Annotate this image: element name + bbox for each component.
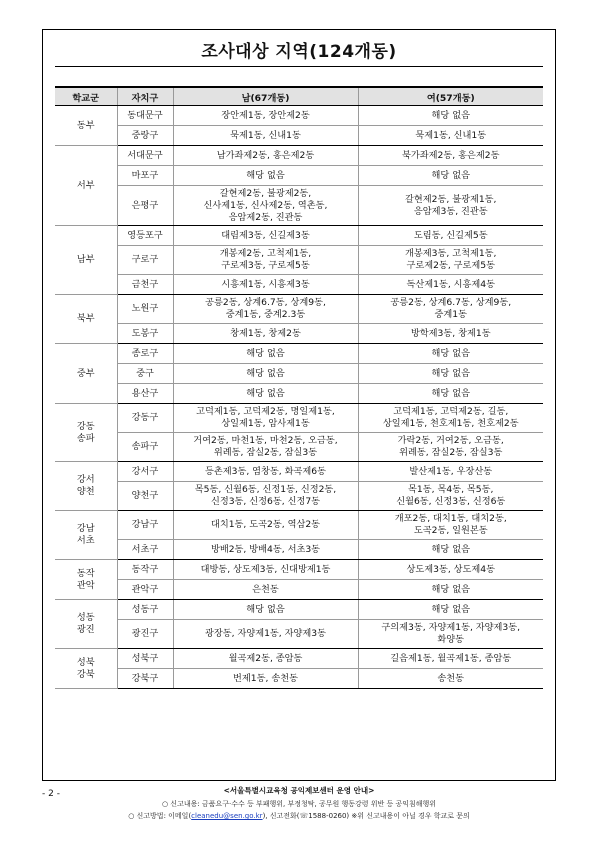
male-areas-cell: [173, 511, 358, 540]
female-areas-cell: [358, 126, 543, 146]
male-area-line: 광장동, 자양제1동, 자양제3동: [205, 628, 326, 639]
male-area-line: 월곡제2동, 종암동: [228, 652, 303, 664]
region-name: 관악: [76, 579, 95, 591]
female-area-line: 방학제3동, 창제1동: [410, 327, 491, 339]
male-area-line: 해당 없음: [246, 603, 285, 615]
region-name: 강서: [76, 474, 95, 485]
region-cell: [55, 295, 117, 344]
district-cell: 서대문구: [117, 146, 173, 166]
table-row: [55, 275, 543, 295]
region-name: 강북: [76, 668, 95, 680]
region-cell: [55, 226, 117, 295]
table-row: [55, 226, 543, 246]
female-areas-cell: [358, 462, 543, 482]
district-cell: 강남구: [117, 511, 173, 540]
table-row: [55, 462, 543, 482]
female-areas-cell: [358, 433, 543, 462]
female-area-line: 응암제3동, 진관동: [413, 205, 488, 217]
region-name: 강동: [76, 420, 95, 432]
female-area-line: 개봉제3동, 고척제1동,: [405, 248, 497, 259]
male-area-line: 신정3동, 신정6동, 신정7동: [210, 496, 321, 507]
male-area-line: 묵제1동, 신내1동: [230, 129, 301, 141]
male-areas-cell: [173, 620, 358, 649]
district-cell: 종로구: [117, 344, 173, 364]
male-areas-cell: [173, 324, 358, 344]
district-cell: 금천구: [117, 275, 173, 295]
female-areas-cell: [358, 600, 543, 620]
male-areas-cell: [173, 649, 358, 669]
male-area-line: 구로제3동, 구로제5동: [221, 260, 310, 271]
header-female: 여(57개동): [358, 87, 543, 106]
male-area-line: 방배2동, 방배4동, 서초3동: [210, 543, 321, 555]
male-areas-cell: [173, 106, 358, 126]
table-row: [55, 600, 543, 620]
female-areas-cell: [358, 580, 543, 600]
district-cell: 구로구: [117, 246, 173, 275]
district-cell: 영등포구: [117, 226, 173, 246]
table-row: [55, 166, 543, 186]
male-area-line: 고덕제1동, 고덕제2동, 명일제1동,: [196, 406, 335, 417]
female-area-line: 해당 없음: [431, 603, 470, 615]
female-area-line: 목1동, 목4동, 목5동,: [408, 484, 494, 495]
region-name: 강남: [76, 523, 95, 534]
survey-area-table: [55, 86, 543, 689]
female-area-line: 해당 없음: [431, 387, 470, 399]
female-areas-cell: [358, 275, 543, 295]
female-areas-cell: [358, 146, 543, 166]
female-areas-cell: [358, 166, 543, 186]
female-area-line: 묵제1동, 신내1동: [415, 129, 487, 141]
female-areas-cell: [358, 324, 543, 344]
female-area-line: 해당 없음: [431, 543, 470, 555]
male-areas-cell: [173, 540, 358, 560]
footer-title: <서울특별시교육청 공익제보센터 운영 안내>: [223, 786, 375, 795]
header-district: 자치구: [117, 87, 173, 106]
male-areas-cell: [173, 295, 358, 324]
female-area-line: 해당 없음: [431, 169, 470, 181]
female-area-line: 갈현제2동, 불광제1동,: [405, 193, 497, 205]
table-row: [55, 324, 543, 344]
table-header-row: [55, 87, 543, 106]
female-areas-cell: [358, 186, 543, 226]
page-frame: [42, 29, 556, 781]
district-cell: 성북구: [117, 649, 173, 669]
region-cell: [55, 106, 117, 146]
table-row: [55, 580, 543, 600]
male-area-line: 해당 없음: [246, 367, 285, 379]
district-cell: 성동구: [117, 600, 173, 620]
female-area-line: 위례동, 잠실2동, 잠실3동: [399, 447, 503, 458]
female-areas-cell: [358, 384, 543, 404]
district-cell: 은평구: [117, 186, 173, 226]
table-row: [55, 186, 543, 226]
male-area-line: 해당 없음: [246, 347, 285, 359]
male-areas-cell: [173, 580, 358, 600]
table-row: [55, 106, 543, 126]
district-cell: 중랑구: [117, 126, 173, 146]
male-areas-cell: [173, 226, 358, 246]
region-name: 양천: [76, 486, 95, 497]
table-row: [55, 295, 543, 324]
region-cell: [55, 462, 117, 511]
male-area-line: 갈현제2동, 불광제2동,: [219, 187, 312, 199]
female-area-line: 도림동, 신길제5동: [413, 229, 488, 241]
female-area-line: 공릉2동, 상계6.7동, 상계9동,: [390, 297, 512, 308]
region-name: 성북: [76, 656, 95, 668]
female-area-line: 해당 없음: [431, 109, 470, 121]
region-name: 송파: [76, 432, 95, 444]
male-area-line: 공릉2동, 상계6.7동, 상계9동,: [205, 297, 326, 308]
table-row: [55, 511, 543, 540]
female-areas-cell: [358, 540, 543, 560]
male-areas-cell: [173, 146, 358, 166]
table-row: [55, 669, 543, 689]
male-area-line: 번제1동, 송천동: [233, 672, 298, 684]
male-area-line: 상일제1동, 암사제1동: [221, 418, 310, 429]
male-area-line: 중계1동, 중계2.3동: [225, 309, 306, 320]
male-area-line: 개봉제2동, 고척제1동,: [219, 248, 312, 259]
female-area-line: 해당 없음: [431, 367, 470, 379]
table-row: [55, 404, 543, 433]
title-divider: [55, 66, 543, 67]
district-cell: 서초구: [117, 540, 173, 560]
male-area-line: 남가좌제2동, 홍은제2동: [216, 149, 315, 161]
female-area-line: 화양동: [437, 634, 465, 645]
female-areas-cell: [358, 344, 543, 364]
male-area-line: 창제1동, 창제2동: [230, 327, 301, 339]
female-areas-cell: [358, 364, 543, 384]
district-cell: 강서구: [117, 462, 173, 482]
male-areas-cell: [173, 560, 358, 580]
female-area-line: 북가좌제2동, 홍은제2동: [402, 149, 500, 161]
footer-email-link[interactable]: cleanedu@sen.go.kr: [191, 812, 263, 820]
female-area-line: 개포2동, 대치1동, 대치2동,: [394, 513, 507, 524]
male-area-line: 대림제3동, 신길제3동: [221, 229, 310, 241]
female-area-line: 길음제1동, 월곡제1동, 종암동: [390, 652, 512, 664]
female-area-line: 구의제3동, 자양제1동, 자양제3동,: [381, 622, 521, 633]
footer-method-prefix: ○ 신고방법: 이메일(: [128, 812, 192, 820]
male-area-line: 장안제1동, 장안제2동: [221, 109, 310, 121]
table-row: [55, 620, 543, 649]
region-cell: [55, 146, 117, 226]
page-number: - 2 -: [42, 789, 60, 799]
male-areas-cell: [173, 384, 358, 404]
female-area-line: 구로제2동, 구로제5동: [406, 260, 496, 271]
male-area-line: 은천동: [252, 583, 279, 595]
male-areas-cell: [173, 186, 358, 226]
male-areas-cell: [173, 482, 358, 511]
male-areas-cell: [173, 404, 358, 433]
table-row: [55, 126, 543, 146]
table-row: [55, 246, 543, 275]
region-name: 동부: [76, 119, 95, 131]
region-cell: [55, 344, 117, 404]
region-cell: [55, 600, 117, 649]
region-name: 서초: [76, 535, 95, 546]
female-area-line: 해당 없음: [431, 583, 470, 595]
male-areas-cell: [173, 462, 358, 482]
male-area-line: 목5동, 신월6동, 신정1동, 신정2동,: [194, 484, 337, 495]
table-row: [55, 344, 543, 364]
male-areas-cell: [173, 600, 358, 620]
district-cell: 송파구: [117, 433, 173, 462]
footer-report-content: ○ 신고내용: 금품요구·수수 등 부패행위, 부정청탁, 공무원 행동강령 위반 등 공익침해행위: [161, 800, 437, 808]
male-areas-cell: [173, 433, 358, 462]
footer-report-method: [42, 811, 556, 821]
female-areas-cell: [358, 669, 543, 689]
region-name: 남부: [76, 254, 95, 265]
region-cell: [55, 649, 117, 689]
district-cell: 동대문구: [117, 106, 173, 126]
table-row: [55, 540, 543, 560]
female-areas-cell: [358, 511, 543, 540]
table-row: [55, 364, 543, 384]
female-areas-cell: [358, 106, 543, 126]
male-areas-cell: [173, 166, 358, 186]
female-areas-cell: [358, 295, 543, 324]
district-cell: 노원구: [117, 295, 173, 324]
table-row: [55, 433, 543, 462]
male-area-line: 응암제2동, 진관동: [228, 211, 303, 223]
district-cell: 양천구: [117, 482, 173, 511]
region-name: 북부: [76, 313, 95, 324]
male-areas-cell: [173, 246, 358, 275]
table-row: [55, 649, 543, 669]
footer-method-suffix: ), 신고전화(☏1588-0260) ※위 신고내용이 아닐 경우 학교로 문의: [262, 812, 470, 820]
female-area-line: 도곡2동, 일원본동: [413, 525, 488, 536]
table-body: [55, 106, 543, 689]
male-area-line: 위례동, 잠실2동, 잠실3동: [213, 447, 318, 458]
district-cell: 중구: [117, 364, 173, 384]
region-cell: [55, 560, 117, 600]
table-row: [55, 384, 543, 404]
page-title: 조사대상 지역(124개동): [201, 42, 397, 62]
region-name: 성동: [76, 612, 95, 623]
region-cell: [55, 511, 117, 560]
table-row: [55, 560, 543, 580]
district-cell: 강북구: [117, 669, 173, 689]
male-area-line: 신사제1동, 신사제2동, 역촌동,: [203, 199, 328, 211]
header-male: 남(67개동): [173, 87, 358, 106]
female-areas-cell: [358, 649, 543, 669]
header-region: 학교군: [55, 87, 117, 106]
male-areas-cell: [173, 275, 358, 295]
female-area-line: 가락2동, 거여2동, 오금동,: [397, 435, 504, 446]
male-area-line: 거여2동, 마천1동, 마천2동, 오금동,: [193, 435, 338, 446]
district-cell: 동작구: [117, 560, 173, 580]
male-area-line: 대치1동, 도곡2동, 역삼2동: [210, 519, 321, 530]
female-area-line: 상일제1동, 천호제1동, 천호제2동: [382, 418, 519, 429]
female-area-line: 발산제1동, 우장산동: [409, 465, 493, 477]
male-areas-cell: [173, 669, 358, 689]
region-name: 광진: [76, 624, 95, 635]
female-area-line: 독산제1동, 시흥제4동: [406, 278, 496, 290]
region-name: 동작: [76, 567, 95, 579]
female-areas-cell: [358, 226, 543, 246]
district-cell: 마포구: [117, 166, 173, 186]
table-row: [55, 146, 543, 166]
female-area-line: 고덕제1동, 고덕제2동, 길동,: [393, 406, 509, 417]
female-area-line: 상도제3동, 상도제4동: [406, 563, 496, 575]
female-area-line: 송천동: [437, 672, 465, 684]
table-row: [55, 482, 543, 511]
region-cell: [55, 404, 117, 462]
male-areas-cell: [173, 364, 358, 384]
district-cell: 관악구: [117, 580, 173, 600]
district-cell: 도봉구: [117, 324, 173, 344]
female-area-line: 중계1동: [434, 309, 467, 320]
male-area-line: 대방동, 상도제3동, 신대방제1동: [200, 563, 331, 575]
male-area-line: 해당 없음: [246, 387, 285, 399]
district-cell: 광진구: [117, 620, 173, 649]
district-cell: 용산구: [117, 384, 173, 404]
district-cell: 강동구: [117, 404, 173, 433]
female-areas-cell: [358, 620, 543, 649]
female-area-line: 해당 없음: [431, 347, 470, 359]
female-areas-cell: [358, 560, 543, 580]
male-area-line: 시흥제1동, 시흥제3동: [221, 278, 310, 290]
region-name: 중부: [76, 367, 95, 379]
female-areas-cell: [358, 404, 543, 433]
male-area-line: 등촌제3동, 염창동, 화곡제6동: [205, 465, 326, 477]
female-area-line: 신월6동, 신정3동, 신정6동: [396, 496, 506, 507]
male-areas-cell: [173, 344, 358, 364]
male-area-line: 해당 없음: [246, 169, 285, 181]
female-areas-cell: [358, 482, 543, 511]
region-name: 서부: [76, 179, 95, 191]
male-areas-cell: [173, 126, 358, 146]
female-areas-cell: [358, 246, 543, 275]
